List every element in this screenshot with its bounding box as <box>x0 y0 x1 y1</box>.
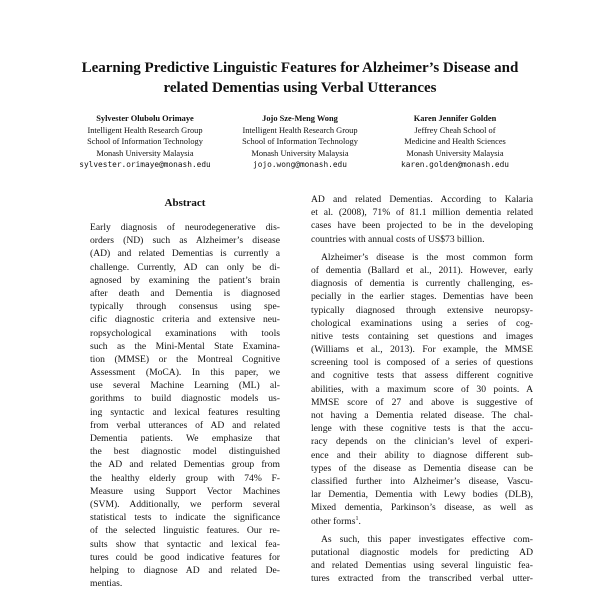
abstract-line: ropsychological examinations with tools <box>90 327 280 339</box>
abstract-line: the AD and related Dementias group from <box>90 459 280 471</box>
body-line: lenge with these cognitive tests is that the accu- <box>311 423 533 435</box>
body-line: cases have been projected to be in the developing <box>311 220 533 232</box>
abstract-line: typically through consensus using spe- <box>90 301 280 313</box>
body-line: classified further into Alzheimer’s disease, Vascu- <box>311 475 533 487</box>
abstract-line: ing syntactic and lexical features resulting <box>90 406 280 418</box>
body-line: tures extracted from the transcribed verbal utter- <box>311 573 533 585</box>
body-line: screening tool is composed of a series of questions <box>311 357 533 369</box>
author-affiliation: Jeffrey Cheah School of <box>414 125 496 135</box>
body-line: AD and related Dementias. According to Kalaria <box>311 194 533 205</box>
abstract-body <box>90 221 280 590</box>
title-line-1: Learning Predictive Linguistic Features for Alzheimer’s Disease and <box>81 60 519 76</box>
body-line: pecially in the earlier stages. Dementias have been <box>311 291 533 303</box>
body-line: racy depends on the clinician’s level of experi- <box>311 436 533 448</box>
author-affiliation: Medicine and Health Sciences <box>404 137 506 146</box>
abstract-line: use several Machine Learning (ML) al- <box>90 380 280 392</box>
abstract-line: helping to diagnose AD and related De- <box>90 564 280 576</box>
author-affiliation: Monash University Malaysia <box>406 148 504 158</box>
abstract-line: after death and Dementia is diagnosed <box>90 287 280 299</box>
body-line: countries with annual costs of US$73 billion. <box>311 233 485 245</box>
abstract-line: Assessment (MoCA). In this paper, we <box>90 367 280 379</box>
body-line: ence and their ability to diagnose different sub- <box>311 449 533 461</box>
body-line: of dementia (Ballard et al., 2011). However, early <box>311 264 533 276</box>
footnote-marker[interactable]: 1 <box>355 515 359 522</box>
body-line: diagnosis of dementia is currently challenging, es- <box>311 278 533 290</box>
abstract-line: tion (MMSE) or the Montreal Cognitive <box>90 353 280 365</box>
title-line-2: related Dementias using Verbal Utterances <box>163 80 437 96</box>
body-line: chological examinations using a series of cog- <box>311 317 533 329</box>
author-name: Jojo Sze-Meng Wong <box>262 114 338 123</box>
body-line: nitive tests containing set questions and images <box>311 330 533 342</box>
abstract-line: agnosed by examining the patient’s brain <box>90 274 280 286</box>
abstract-heading: Abstract <box>164 197 206 209</box>
abstract-line: statistical tests to indicate the significance <box>90 512 280 524</box>
body-line: and cognitive tests that assess different cognitive <box>311 370 533 382</box>
abstract-line: of the selected linguistic features. Our re- <box>90 525 280 537</box>
paper-title <box>60 58 540 98</box>
body-line: types of the disease as Dementia disease can be <box>311 462 533 474</box>
author-affiliation: Intelligent Health Research Group <box>87 125 203 135</box>
body-text: . <box>358 515 361 527</box>
abstract-line: from verbal utterances of AD and related <box>90 419 280 431</box>
abstract-line: Early diagnosis of neurodegenerative dis- <box>90 222 280 233</box>
author-block-1 <box>60 113 230 171</box>
body-line: As such, this paper investigates effective com- <box>321 533 533 545</box>
body-line: typically diagnosed through extensive neuropsy- <box>311 304 533 316</box>
body-line: lar Dementia, Dementia with Lewy bodies (DLB), <box>311 489 533 501</box>
abstract-line: tures could be good indicative features for <box>90 551 280 563</box>
abstract-line: such as the Mini-Mental State Examina- <box>90 340 280 352</box>
body-line-last <box>311 515 533 528</box>
abstract-line: the best diagnostic model distinguished <box>90 446 280 458</box>
abstract-line: (AD) and related Dementias is currently a <box>90 248 280 260</box>
body-line: et al. (2008), 71% of 81.1 million dementia related <box>311 207 533 219</box>
body-line: (Williams et al., 2013). For example, the MMSE <box>311 344 533 356</box>
author-block-3 <box>370 113 540 171</box>
author-affiliation: School of Information Technology <box>242 137 358 146</box>
abstract-line: challenge. Currently, AD can only be di- <box>90 261 280 273</box>
abstract-line: orders (ND) such as Alzheimer’s disease <box>90 235 280 247</box>
body-line: Alzheimer’s disease is the most common form <box>321 251 533 263</box>
author-affiliation: School of Information Technology <box>87 137 203 146</box>
body-text: other forms <box>311 515 356 527</box>
abstract-line: the healthy elderly group with 74% F- <box>90 472 280 484</box>
body-line: putational diagnostic models for predicting AD <box>311 546 533 558</box>
abstract-line: cific diagnostic criteria and extensive neu- <box>90 314 280 326</box>
author-affiliation: Monash University Malaysia <box>251 148 349 158</box>
author-affiliation: Monash University Malaysia <box>96 148 194 158</box>
abstract-line: sults show that syntactic and lexical fea- <box>90 538 280 550</box>
abstract-line: mentias. <box>90 578 123 590</box>
body-column-right <box>311 193 533 585</box>
author-email: karen.golden@monash.edu <box>401 160 509 169</box>
body-line: MMSE score of 27 and above is suggestive of <box>311 396 533 408</box>
author-affiliation: Intelligent Health Research Group <box>242 125 358 135</box>
body-line: not having a Dementia related disease. The chal- <box>311 410 533 421</box>
abstract-line: Measure using Support Vector Machines <box>90 485 280 497</box>
abstract-line: gorithms to build diagnostic models us- <box>90 393 280 405</box>
author-name: Karen Jennifer Golden <box>413 114 497 123</box>
body-line: and related Dementias using several linguistic fea- <box>311 560 533 572</box>
author-email: jojo.wong@monash.edu <box>253 160 347 169</box>
body-line: Mixed dementia, Parkinson’s disease, as well as <box>311 502 533 514</box>
abstract-line: (SVM). Additionally, we perform several <box>90 498 280 510</box>
abstract-line: Dementia patients. We emphasize that <box>90 433 280 444</box>
author-email: sylvester.orimaye@monash.edu <box>79 160 211 169</box>
body-line: abilities, with a maximum score of 30 points. A <box>311 383 533 395</box>
author-name: Sylvester Olubolu Orimaye <box>96 114 194 123</box>
author-block-2 <box>215 113 385 171</box>
